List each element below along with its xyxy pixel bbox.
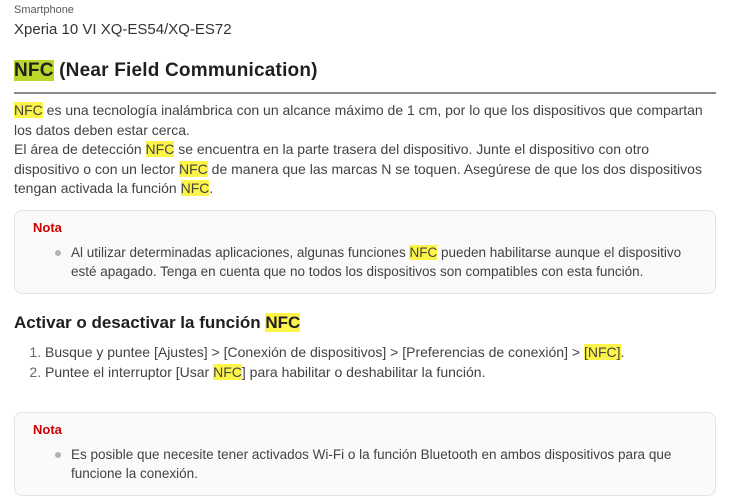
step-item-1: 1. Busque y puntee [Ajustes] > [Conexión de dispositivos] > [Preferencias de conexión] > [NFC]. xyxy=(45,342,716,362)
intro-text xyxy=(14,101,716,199)
steps-list xyxy=(14,342,716,382)
bullet-icon xyxy=(55,452,61,458)
page-title: NFC (Near Field Communication) xyxy=(14,60,318,81)
search-highlight: NFC xyxy=(145,141,175,157)
search-highlight: NFC xyxy=(213,363,242,380)
note-box-1 xyxy=(14,210,716,294)
search-highlight: NFC xyxy=(14,60,54,81)
note-list xyxy=(33,445,697,484)
bullet-icon xyxy=(55,250,61,256)
search-highlight: NFC xyxy=(14,102,43,118)
search-highlight: NFC xyxy=(178,160,208,177)
note-label: Nota xyxy=(33,219,62,235)
search-highlight: NFC xyxy=(409,244,438,260)
note-list xyxy=(33,243,697,282)
note-item-text: Al utilizar determinadas aplicaciones, algunas funciones NFC pueden habilitarse aunque el dispositivo esté apagado. Tenga en cuenta que no todos los dispositivos son compatibles con esta función. xyxy=(71,244,682,279)
section-title: Activar o desactivar la función NFC xyxy=(14,312,301,332)
search-highlight: NFC xyxy=(180,180,210,196)
search-highlight: NFC xyxy=(265,312,301,332)
device-category-label: Smartphone xyxy=(14,4,74,16)
device-model-title: Xperia 10 VI XQ-ES54/XQ-ES72 xyxy=(14,21,232,38)
note-label: Nota xyxy=(33,421,62,437)
search-highlight: [NFC] xyxy=(583,343,621,360)
step-item-2: 2. Puntee el interruptor [Usar NFC] para habilitar o deshabilitar la función. xyxy=(45,362,716,382)
note-box-2 xyxy=(14,412,716,496)
note-list-item xyxy=(71,243,697,282)
intro-paragraph-2: El área de detección NFC se encuentra en la parte trasera del dispositivo. Junte el dispositivo con otro dispositivo o con un lector NFC de manera que las marcas N se toquen. Asegúrese de que los dos dispositivos tengan activada la función NFC. xyxy=(14,141,702,196)
intro-paragraph-1: NFC es una tecnología inalámbrica con un alcance máximo de 1 cm, por lo que los dispositivos que compartan los datos deben estar cerca. xyxy=(14,102,703,138)
note-item-text: Es posible que necesite tener activados Wi-Fi o la función Bluetooth en ambos dispositivos para que funcione la conexión. xyxy=(71,446,672,481)
note-list-item xyxy=(71,445,697,484)
title-divider xyxy=(14,92,716,94)
